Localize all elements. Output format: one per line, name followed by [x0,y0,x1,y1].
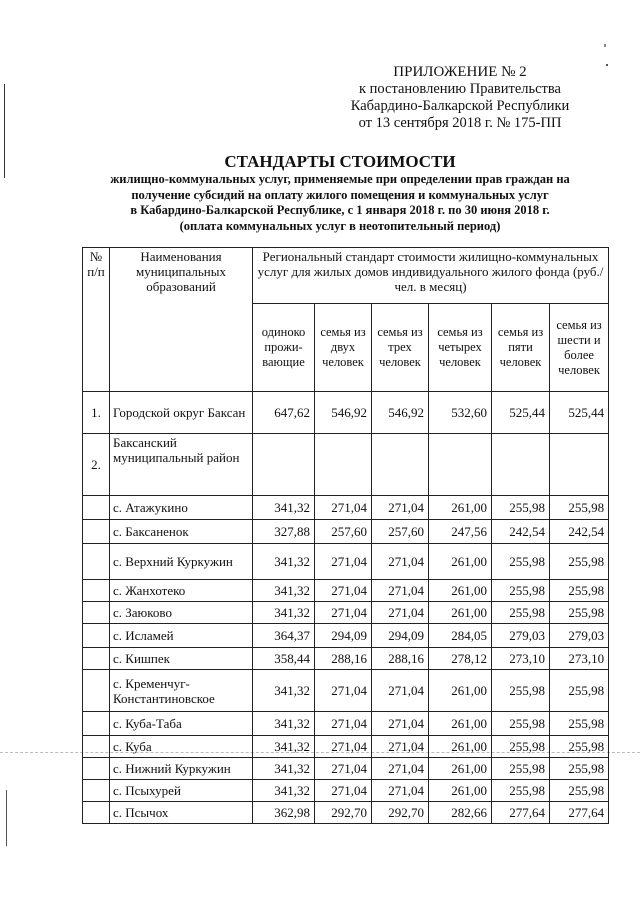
row-value: 247,56 [429,520,492,544]
row-value: 271,04 [315,736,372,758]
row-value: 271,04 [315,544,372,580]
row-value: 255,98 [492,580,550,602]
row-value: 271,04 [372,736,429,758]
row-value: 292,70 [372,802,429,824]
table-row [83,602,609,624]
row-value: 294,09 [372,624,429,648]
row-value: 277,64 [492,802,550,824]
row-value: 255,98 [492,496,550,520]
row-value: 282,66 [429,802,492,824]
scan-margin-line [6,790,7,846]
row-value [429,434,492,496]
row-value: 277,64 [550,802,609,824]
row-value: 279,03 [550,624,609,648]
row-value: 271,04 [372,758,429,780]
header-sub-col: семья из шести и более человек [550,304,609,392]
row-name: с. Исламей [110,624,253,648]
subtitle-line: жилищно-коммунальных услуг, применяемые при определении прав граждан на [110,172,570,186]
row-name: с. Куба-Таба [110,712,253,736]
row-value: 261,00 [429,670,492,712]
table-row [83,712,609,736]
row-name: с. Заюково [110,602,253,624]
row-value: 292,70 [315,802,372,824]
row-value: 271,04 [372,780,429,802]
row-value: 341,32 [253,602,315,624]
row-number [83,736,110,758]
row-value: 271,04 [372,544,429,580]
scan-margin-line [4,84,5,178]
row-number [83,648,110,670]
row-value: 358,44 [253,648,315,670]
annex-line: ПРИЛОЖЕНИЕ № 2 [393,64,527,80]
row-value: 261,00 [429,496,492,520]
scan-speck [604,44,606,47]
row-value: 271,04 [315,758,372,780]
row-value: 532,60 [429,392,492,434]
table-row [83,392,609,434]
row-value: 271,04 [372,580,429,602]
row-value: 261,00 [429,712,492,736]
row-number [83,624,110,648]
annex-line: от 13 сентября 2018 г. № 175-ПП [358,115,562,131]
row-value: 525,44 [550,392,609,434]
header-group: Региональный стандарт стоимости жилищно-коммунальных услуг для жилых домов индивидуального жилого фонда (руб./чел. в месяц) [253,248,609,304]
row-value: 284,05 [429,624,492,648]
row-value: 341,32 [253,544,315,580]
row-name: с. Нижний Куркужин [110,758,253,780]
row-value: 341,32 [253,712,315,736]
table-row [83,670,609,712]
row-value: 257,60 [315,520,372,544]
row-value: 271,04 [372,602,429,624]
standards-table [82,247,609,824]
table-row [83,544,609,580]
row-value: 255,98 [492,602,550,624]
header-sub-col: семья из трех человек [372,304,429,392]
row-value: 288,16 [372,648,429,670]
annex-line: к постановлению Правительства [359,81,561,97]
row-name: с. Псычох [110,802,253,824]
row-value: 364,37 [253,624,315,648]
row-value: 255,98 [492,670,550,712]
header-sub-col: семья из четырех человек [429,304,492,392]
row-value: 261,00 [429,580,492,602]
row-value: 294,09 [315,624,372,648]
row-value: 261,00 [429,602,492,624]
subtitle-line: в Кабардино-Балкарской Республике, с 1 января 2018 г. по 30 июня 2018 г. [130,203,550,217]
header-sub-col: семья из пяти человек [492,304,550,392]
row-number: 2. [83,434,110,496]
row-value: 279,03 [492,624,550,648]
row-name: Городской округ Баксан [110,392,253,434]
row-value: 546,92 [315,392,372,434]
annex-line: Кабардино-Балкарской Республики [350,98,570,114]
table-row [83,648,609,670]
row-name: с. Верхний Куркужин [110,544,253,580]
row-number [83,602,110,624]
row-number [83,580,110,602]
row-value: 271,04 [315,670,372,712]
row-number [83,496,110,520]
row-value: 327,88 [253,520,315,544]
row-number [83,670,110,712]
table-row [83,434,609,496]
row-value: 261,00 [429,780,492,802]
row-value: 341,32 [253,580,315,602]
row-number [83,780,110,802]
row-value: 242,54 [492,520,550,544]
table-row [83,802,609,824]
row-value: 255,98 [550,712,609,736]
row-name: с. Атажукино [110,496,253,520]
row-value [372,434,429,496]
row-value: 273,10 [492,648,550,670]
document-title: СТАНДАРТЫ СТОИМОСТИ [224,152,456,171]
row-value: 255,98 [492,544,550,580]
header-name: Наименования муниципальных образований [110,248,253,392]
row-name: Баксанский муниципальный район [110,434,253,496]
header-sub-col: семья из двух человек [315,304,372,392]
row-value: 255,98 [550,544,609,580]
row-value: 647,62 [253,392,315,434]
row-value: 271,04 [315,496,372,520]
row-value [253,434,315,496]
row-value: 255,98 [550,736,609,758]
row-value: 271,04 [315,602,372,624]
row-value: 261,00 [429,736,492,758]
row-value: 341,32 [253,736,315,758]
row-number: 1. [83,392,110,434]
row-value: 255,98 [492,736,550,758]
row-value: 255,98 [492,780,550,802]
row-value: 341,32 [253,758,315,780]
row-number [83,802,110,824]
row-number [83,520,110,544]
row-value: 546,92 [372,392,429,434]
row-value: 255,98 [550,780,609,802]
scan-speck [606,64,608,66]
row-value: 271,04 [315,780,372,802]
header-num: № п/п [83,248,110,392]
row-name: с. Кишпек [110,648,253,670]
row-value: 271,04 [315,580,372,602]
annex-block [330,64,590,132]
row-name: с. Кременчуг-Константиновское [110,670,253,712]
document-subtitle [60,172,620,234]
row-value: 271,04 [372,496,429,520]
row-value: 525,44 [492,392,550,434]
row-value: 255,98 [492,712,550,736]
row-value: 255,98 [550,758,609,780]
row-value: 288,16 [315,648,372,670]
row-number [83,758,110,780]
row-value: 278,12 [429,648,492,670]
row-value: 341,32 [253,780,315,802]
header-sub-col: одиноко прожи-вающие [253,304,315,392]
row-value: 271,04 [372,670,429,712]
table-row [83,780,609,802]
row-value: 261,00 [429,544,492,580]
row-value: 255,98 [550,580,609,602]
row-name: с. Баксаненок [110,520,253,544]
table-row [83,758,609,780]
subtitle-line: получение субсидий на оплату жилого помещения и коммунальных услуг [131,187,549,202]
row-value: 261,00 [429,758,492,780]
row-name: с. Псыхурей [110,780,253,802]
row-name: с. Куба [110,736,253,758]
row-value: 255,98 [550,670,609,712]
row-value [550,434,609,496]
row-value [492,434,550,496]
row-value: 271,04 [315,712,372,736]
row-number [83,712,110,736]
row-value: 255,98 [550,496,609,520]
subtitle-line: (оплата коммунальных услуг в неотопительный период) [179,218,501,233]
row-value: 255,98 [492,758,550,780]
table-body [83,392,609,824]
row-value: 271,04 [372,712,429,736]
row-value: 257,60 [372,520,429,544]
table-row [83,624,609,648]
row-value: 362,98 [253,802,315,824]
row-value: 341,32 [253,670,315,712]
row-value [315,434,372,496]
row-value: 255,98 [550,602,609,624]
table-row [83,580,609,602]
table-row [83,496,609,520]
row-name: с. Жанхотеко [110,580,253,602]
table-row [83,736,609,758]
row-value: 273,10 [550,648,609,670]
row-value: 341,32 [253,496,315,520]
row-value: 242,54 [550,520,609,544]
table-row [83,520,609,544]
row-number [83,544,110,580]
